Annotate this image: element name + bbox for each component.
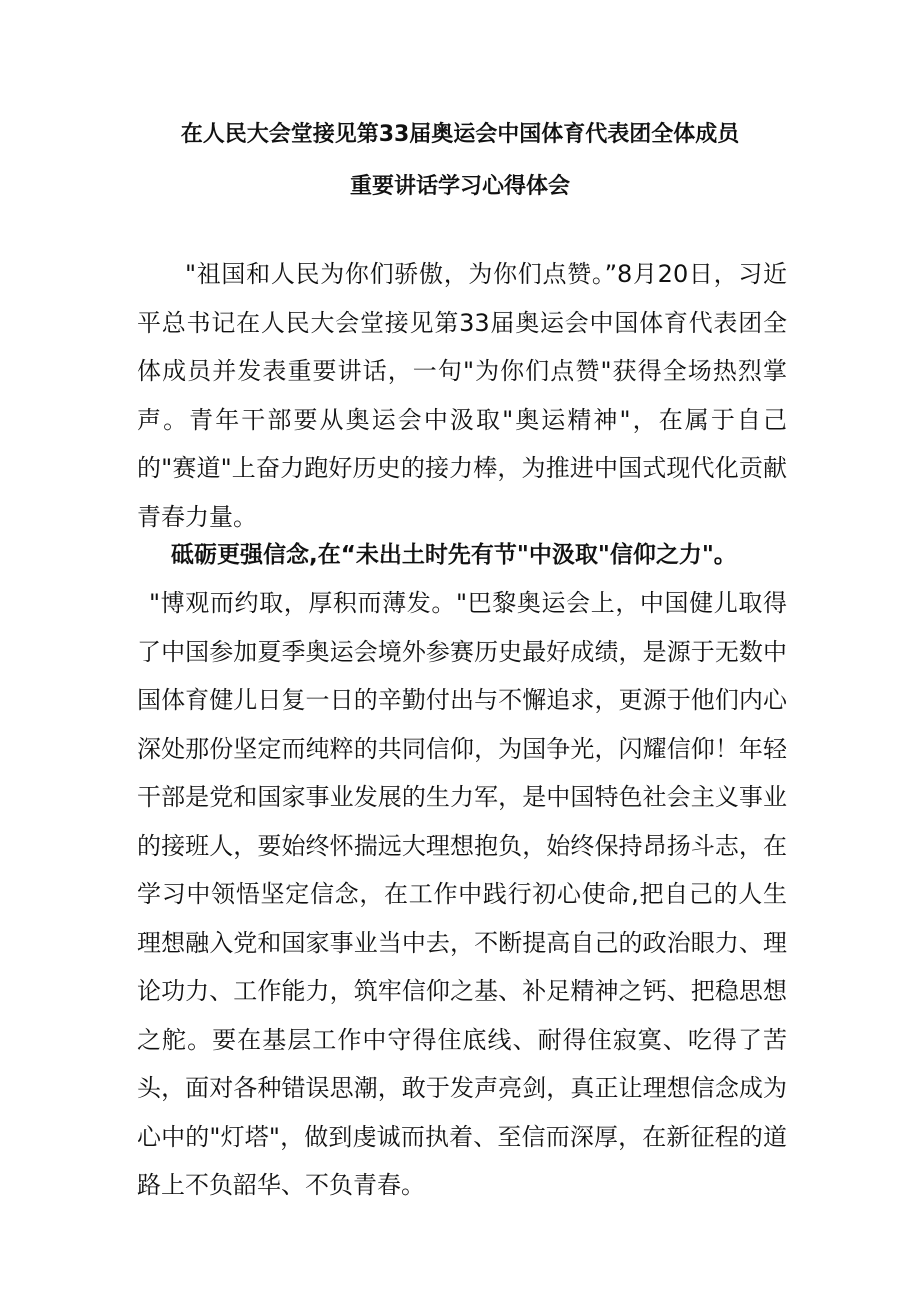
document-title-line-1: 在人民大会堂接见第33届奥运会中国体育代表团全体成员 (180, 122, 740, 147)
intro-paragraph: "祖国和人民为你们骄傲，为你们点赞。”8月20日，习近平总书记在人民大会堂接见第33届奥运会中国体育代表团全体成员并发表重要讲话，一句"为你们点赞"获得全场热烈掌声。青年干部要从奥运会中汲取"奥运精神"，在属于自己的"赛道"上奋力跑好历史的接力棒，为推进中国式现代化贡献青春力量。 (137, 260, 787, 531)
body-paragraph: "博观而约取，厚积而薄发。"巴黎奥运会上，中国健儿取得了中国参加夏季奥运会境外参赛历史最好成绩，是源于无数中国体育健儿日复一日的辛勤付出与不懈追求，更源于他们内心深处那份坚定而纯粹的共同信仰，为国争光，闪耀信仰！年轻干部是党和国家事业发展的生力军，是中国特色社会主义事业的接班人，要始终怀揣远大理想抱负，始终保持昂扬斗志，在学习中领悟坚定信念，在工作中践行初心使命,把自己的人生理想融入党和国家事业当中去，不断提高自己的政治眼力、理论功力、工作能力，筑牢信仰之基、补足精神之钙、把稳思想之舵。要在基层工作中守得住底线、耐得住寂寞、吃得了苦头，面对各种错误思潮，敢于发声亮剑，真正让理想信念成为心中的"灯塔"，做到虔诚而执着、至信而深厚，在新征程的道路上不负韶华、不负青春。 (137, 589, 787, 1199)
document-title-line-2: 重要讲话学习心得体会 (349, 174, 570, 199)
section-heading: 砥砺更强信念,在“未出土时先有节"中汲取"信仰之力"。 (171, 542, 737, 568)
